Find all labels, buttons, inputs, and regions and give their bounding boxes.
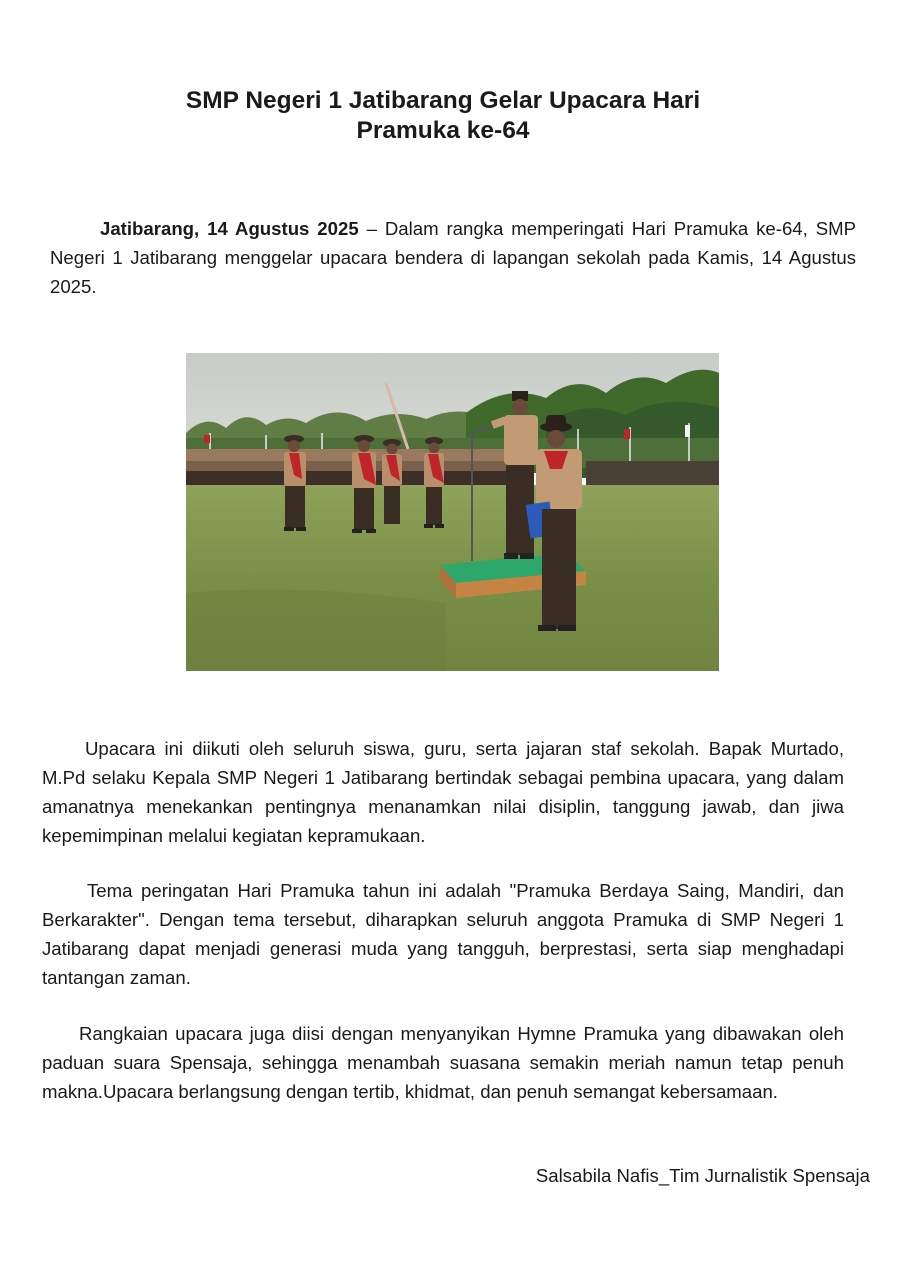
scout-ceremony-photo [186,353,719,671]
dateline: Jatibarang, 14 Agustus 2025 [100,218,359,239]
lead-text: – Dalam rangka memperingati Hari Pramuka ke-64, SMP Negeri 1 Jatibarang menggelar upacara bendera di lapangan sekolah pada Kamis, 14 Agustus 2025. [50,218,856,297]
article-title-line1: SMP Negeri 1 Jatibarang Gelar Upacara Hari [185,87,701,114]
article-title [100,86,786,146]
byline: Salsabila Nafis_Tim Jurnalistik Spensaja [535,1165,870,1186]
paragraph-2: Upacara ini diikuti oleh seluruh siswa, guru, serta jajaran staf sekolah. Bapak Murtado, M.Pd selaku Kepala SMP Negeri 1 Jatibarang bertindak sebagai pembina upacara, yang dalam amanatnya menekankan pentingnya menanamkan nilai disiplin, tanggung jawab, dan jiwa kepemimpinan melalui kegiatan kepramukaan. [42,738,844,846]
paragraph-4: Rangkaian upacara juga diisi dengan menyanyikan Hymne Pramuka yang dibawakan oleh paduan suara Spensaja, sehingga menambah suasana semakin meriah namun tetap penuh makna.Upacara berlangsung dengan tertib, khidmat, dan penuh semangat kebersamaan. [42,1023,844,1102]
article-title-line2: Pramuka ke-64 [356,117,530,144]
paragraph-3: Tema peringatan Hari Pramuka tahun ini adalah "Pramuka Berdaya Saing, Mandiri, dan Berkarakter". Dengan tema tersebut, diharapkan seluruh anggota Pramuka di SMP Negeri 1 Jatibarang dapat menjadi generasi muda yang tangguh, berprestasi, serta siap menghadapi tantangan zaman. [42,880,844,988]
lead-paragraph [50,214,856,301]
